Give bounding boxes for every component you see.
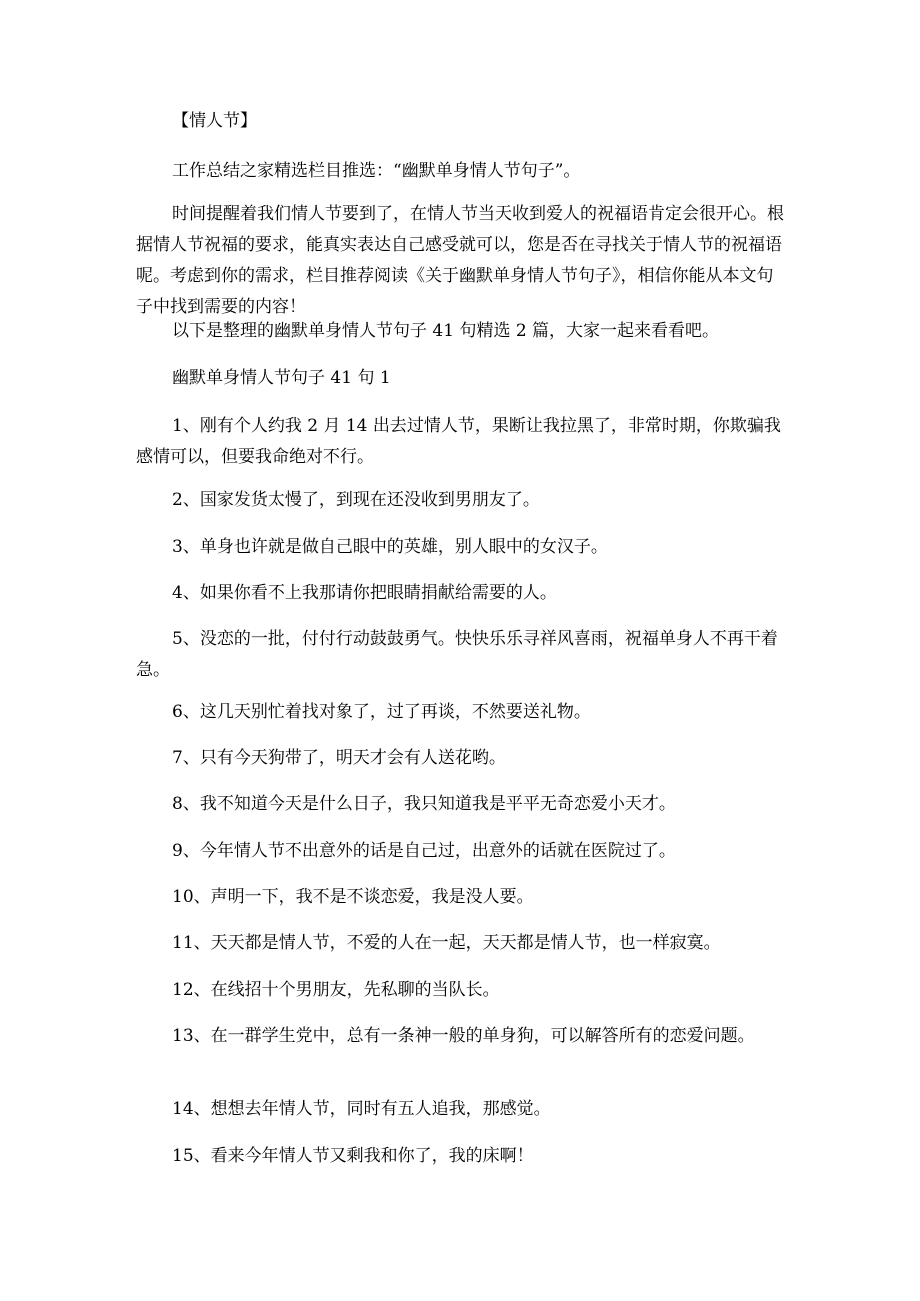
list-item: 11、天天都是情人节，不爱的人在一起，天天都是情人节，也一样寂寞。 [172, 933, 721, 953]
list-item: 1、刚有个人约我 2 月 14 出去过情人节，果断让我拉黑了，非常时期，你欺骗我感情可以，但要我命绝对不行。 [136, 416, 781, 467]
list-item: 4、如果你看不上我那请你把眼睛捐献给需要的人。 [172, 583, 557, 603]
body-paragraph: 以下是整理的幽默单身情人节句子 41 句精选 2 篇，大家一起来看看吧。 [172, 321, 720, 341]
list-item: 13、在一群学生党中，总有一条神一般的单身狗，可以解答所有的恋爱问题。 [172, 1026, 755, 1046]
list-item: 14、想想去年情人节，同时有五人追我，那感觉。 [172, 1099, 551, 1119]
list-item: 15、看来今年情人节又剩我和你了，我的床啊！ [172, 1146, 534, 1166]
list-item: 8、我不知道今天是什么日子，我只知道我是平平无奇恋爱小天才。 [172, 794, 676, 814]
list-item: 9、今年情人节不出意外的话是自己过，出意外的话就在医院过了。 [172, 841, 676, 861]
list-item: 6、这几天别忙着找对象了，过了再谈，不然要送礼物。 [172, 702, 591, 722]
subsection-title: 幽默单身情人节句子 41 句 1 [172, 368, 391, 388]
list-item: 2、国家发货太慢了，到现在还没收到男朋友了。 [172, 490, 540, 510]
list-item: 3、单身也许就是做自己眼中的英雄，别人眼中的女汉子。 [172, 537, 608, 557]
body-paragraph: 时间提醒着我们情人节要到了，在情人节当天收到爱人的祝福语肯定会很开心。根据情人节祝福的要求，能真实表达自己感受就可以，您是否在寻找关于情人节的祝福语呢。考虑到你的需求，栏目推荐阅读《关于幽默单身情人节句子》，相信你能从本文句子中找到需要的内容！ [136, 204, 784, 317]
list-item: 5、没恋的一批，付付行动鼓鼓勇气。快快乐乐寻祥风喜雨，祝福单身人不再干着急。 [136, 629, 778, 680]
intro-paragraph: 工作总结之家精选栏目推选：“幽默单身情人节句子”。 [172, 161, 581, 181]
section-heading: 【情人节】 [172, 111, 257, 131]
list-item: 10、声明一下，我不是不谈恋爱，我是没人要。 [172, 887, 534, 907]
list-item: 12、在线招十个男朋友，先私聊的当队长。 [172, 980, 500, 1000]
list-item: 7、只有今天狗带了，明天才会有人送花哟。 [172, 748, 506, 768]
